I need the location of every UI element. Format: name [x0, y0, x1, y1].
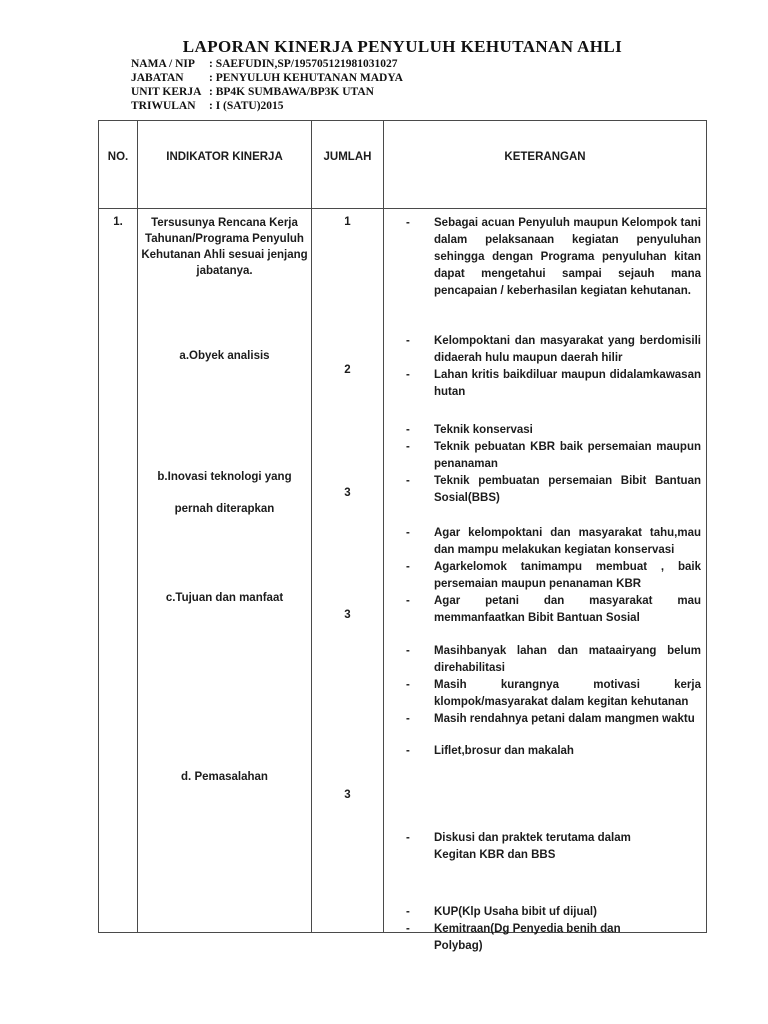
keterangan-block-7 — [406, 830, 701, 864]
dash-bullet: - — [406, 441, 410, 453]
indikator-sub-d: d. Pemasalahan — [181, 771, 268, 783]
cell-no — [99, 209, 138, 932]
info-row-jabatan — [131, 71, 403, 85]
keterangan-text: Teknik pebuatan KBR baik persemaian maupun penanaman — [434, 441, 701, 470]
column-header-no: NO. — [99, 121, 138, 209]
keterangan-item — [406, 559, 701, 593]
keterangan-item — [406, 333, 701, 367]
column-header-indikator: INDIKATOR KINERJA — [138, 121, 312, 209]
keterangan-text: KUP(Klp Usaha bibit uf dijual) — [434, 906, 597, 918]
dash-bullet: - — [406, 713, 410, 725]
keterangan-text: Lahan kritis baikdiluar maupun didalamkawasan hutan — [434, 369, 701, 398]
keterangan-text: Kemitraan(Dg Penyedia benih dan Polybag) — [434, 923, 621, 952]
dash-bullet: - — [406, 335, 410, 347]
keterangan-text: Sebagai acuan Penyuluh maupun Kelompok tani dalam pelaksanaan kegiatan penyuluhan sehingga dengan Programa penyuluhan kitan dapat mengetahui sampai sejauh mana pencapaian / keberhasilan kegiatan kehutanan. — [434, 217, 701, 297]
report-title: LAPORAN KINERJA PENYULUH KEHUTANAN AHLI — [182, 37, 623, 56]
info-row-unit-kerja — [131, 85, 403, 99]
keterangan-block-3 — [406, 422, 701, 507]
cell-keterangan — [384, 209, 706, 952]
keterangan-block-2 — [406, 333, 701, 401]
keterangan-item — [406, 677, 701, 711]
keterangan-text: Agar petani dan masyarakat mau memmanfaatkan Bibit Bantuan Sosial — [434, 595, 701, 624]
keterangan-item — [406, 743, 701, 760]
keterangan-item — [406, 830, 701, 864]
keterangan-text: Diskusi dan praktek terutama dalam Kegitan KBR dan BBS — [434, 832, 631, 861]
keterangan-item — [406, 921, 701, 955]
indikator-sub-b-line2: pernah diterapkan — [174, 503, 275, 515]
dash-bullet: - — [406, 832, 410, 844]
row-number: 1. — [113, 216, 123, 228]
keterangan-block-6 — [406, 743, 701, 760]
keterangan-text: Agar kelompoktani dan masyarakat tahu,mau dan mampu melakukan kegiatan konservasi — [434, 527, 701, 556]
jumlah-c: 3 — [344, 609, 351, 621]
dash-bullet: - — [406, 424, 410, 436]
keterangan-block-1 — [406, 215, 701, 300]
dash-bullet: - — [406, 906, 410, 918]
dash-bullet: - — [406, 923, 410, 935]
column-header-jumlah: JUMLAH — [312, 121, 384, 209]
keterangan-item — [406, 904, 701, 921]
info-value-unit-kerja: : BP4K SUMBAWA/BP3K UTAN — [209, 86, 374, 98]
jumlah-d: 3 — [344, 789, 351, 801]
keterangan-text: Masih kurangnya motivasi kerja klompok/masyarakat dalam kegitan kehutanan — [434, 679, 701, 708]
keterangan-text: Masihbanyak lahan dan mataairyang belum direhabilitasi — [434, 645, 701, 674]
dash-bullet: - — [406, 645, 410, 657]
info-value-triwulan: : I (SATU)2015 — [209, 100, 284, 112]
cell-jumlah — [312, 209, 384, 932]
dash-bullet: - — [406, 595, 410, 607]
jumlah-main: 1 — [344, 216, 351, 228]
indikator-sub-c: c.Tujuan dan manfaat — [165, 592, 284, 604]
dash-bullet: - — [406, 217, 410, 229]
dash-bullet: - — [406, 561, 410, 573]
info-label-nama: NAMA / NIP — [131, 58, 195, 70]
keterangan-text: Teknik konservasi — [434, 424, 533, 436]
keterangan-text: Agarkelomok tanimampu membuat , baik persemaian maupun penanaman KBR — [434, 561, 701, 590]
info-row-triwulan — [131, 99, 403, 113]
info-value-nama: : SAEFUDIN,SP/195705121981031027 — [209, 58, 398, 70]
jumlah-a: 2 — [344, 364, 351, 376]
column-header-keterangan: KETERANGAN — [384, 121, 706, 209]
keterangan-item — [406, 367, 701, 401]
keterangan-block-5 — [406, 643, 701, 728]
jumlah-b: 3 — [344, 487, 351, 499]
info-label-triwulan: TRIWULAN — [131, 100, 196, 112]
indikator-sub-a: a.Obyek analisis — [179, 350, 270, 362]
keterangan-block-8 — [406, 904, 701, 955]
dash-bullet: - — [406, 679, 410, 691]
keterangan-item — [406, 439, 701, 473]
indikator-main: Tersusunya Rencana Kerja Tahunan/Programa Penyuluh Kehutanan Ahli sesuai jenjang jabatanya. — [141, 217, 308, 277]
indikator-sub-b-line1: b.Inovasi teknologi yang — [157, 471, 292, 483]
dash-bullet: - — [406, 369, 410, 381]
performance-table — [98, 120, 707, 952]
keterangan-block-4 — [406, 525, 701, 627]
keterangan-item — [406, 593, 701, 627]
keterangan-text: Liflet,brosur dan makalah — [434, 745, 574, 757]
dash-bullet: - — [406, 745, 410, 757]
info-row-nama — [131, 57, 403, 71]
info-value-jabatan: : PENYULUH KEHUTANAN MADYA — [209, 72, 403, 84]
info-label-unit-kerja: UNIT KERJA — [131, 86, 202, 98]
dash-bullet: - — [406, 475, 410, 487]
keterangan-item — [406, 215, 701, 300]
keterangan-item — [406, 643, 701, 677]
keterangan-item — [406, 473, 701, 507]
keterangan-text: Teknik pembuatan persemaian Bibit Bantuan Sosial(BBS) — [434, 475, 701, 504]
keterangan-text: Masih rendahnya petani dalam mangmen waktu — [434, 713, 695, 725]
keterangan-item — [406, 422, 701, 439]
dash-bullet: - — [406, 527, 410, 539]
info-label-jabatan: JABATAN — [131, 72, 184, 84]
cell-indikator — [138, 209, 312, 932]
report-info-block — [131, 57, 403, 113]
keterangan-text: Kelompoktani dan masyarakat yang berdomisili didaerah hulu maupun daerah hilir — [434, 335, 701, 364]
keterangan-item — [406, 525, 701, 559]
keterangan-item — [406, 711, 701, 728]
